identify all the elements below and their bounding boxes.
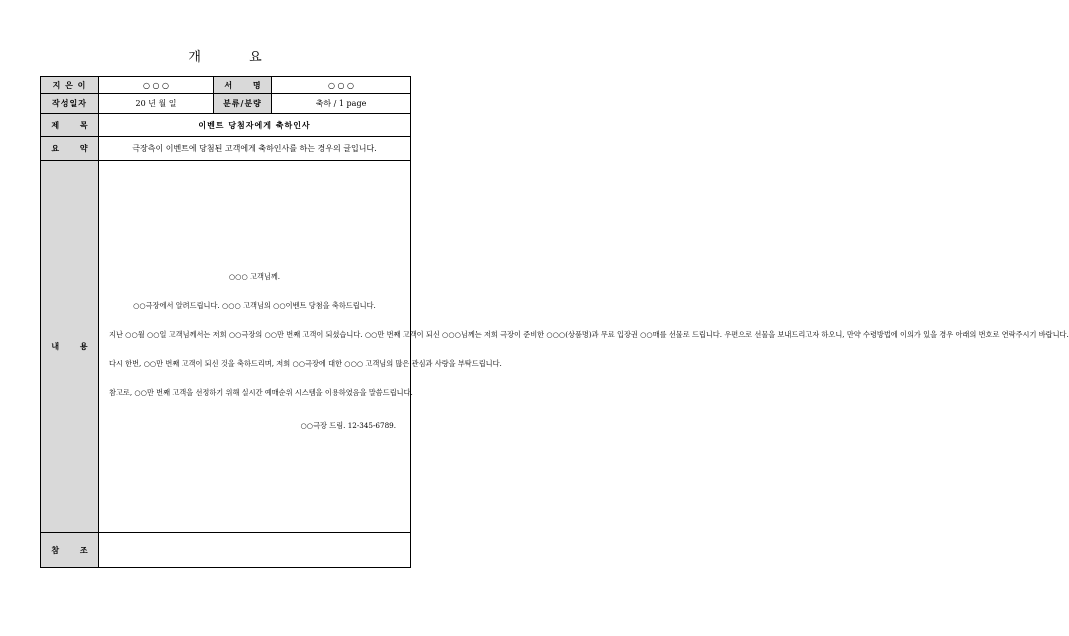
letter-signature: ○○극장 드림. 12-345-6789. (300, 420, 396, 430)
letter-paragraph-2: 지난 ○○월 ○○일 고객님께서는 저희 ○○극장의 ○○만 번째 고객이 되셨습니다. ○○만 번째 고객이 되신 ○○○님께는 저희 극장이 준비한 ○○○(상품명)과 무료 입장권 ○○매를 선물로 드립니다. 우편으로 선물을 보내드리고자 하오니, 만약 수령방법에 이의가 있을 경우 아래의 번호로 연락주시기 바랍니다. (109, 329, 1069, 339)
letter-paragraph-4: 참고로, ○○만 번째 고객을 선정하기 위해 실시간 예매순위 시스템을 이용하였음을 말씀드립니다. (109, 387, 413, 397)
document-title: 개 요 (188, 50, 284, 65)
author-row (41, 77, 411, 94)
reference-label: 참 조 (41, 533, 99, 568)
summary-label: 요 약 (41, 137, 99, 161)
subject-label: 제 목 (41, 114, 99, 137)
signer-value: ○ ○ ○ (272, 77, 411, 94)
letter-paragraph-1: ○○극장에서 알려드립니다. ○○○ 고객님의 ○○이벤트 당첨을 축하드립니다. (133, 300, 376, 310)
subject-row (41, 114, 411, 137)
category-value: 축하 / 1 page (272, 94, 411, 114)
content-row (41, 161, 411, 533)
subject-value: 이벤트 당첨자에게 축하인사 (99, 114, 411, 137)
date-value: 20 년 월 일 (99, 94, 214, 114)
reference-value (99, 533, 411, 568)
author-value: ○ ○ ○ (99, 77, 214, 94)
summary-value: 극장측이 이벤트에 당첨된 고객에게 축하인사를 하는 경우의 글입니다. (99, 137, 411, 161)
date-label: 작성일자 (41, 94, 99, 114)
overview-form-table (40, 76, 1069, 568)
date-row (41, 94, 411, 114)
letter-body (99, 247, 1069, 433)
category-label: 분류/분량 (214, 94, 272, 114)
content-label: 내 용 (41, 161, 99, 533)
signer-label: 서 명 (214, 77, 272, 94)
author-label: 지 은 이 (41, 77, 99, 94)
reference-row (41, 533, 411, 568)
letter-greeting: ○○○ 고객님께. (228, 271, 281, 281)
content-cell (99, 161, 1069, 533)
summary-row (41, 137, 411, 161)
letter-paragraph-3: 다시 한번, ○○만 번째 고객이 되신 것을 축하드리며, 저희 ○○극장에 대한 ○○○ 고객님의 많은 관심과 사랑을 부탁드립니다. (109, 358, 502, 368)
